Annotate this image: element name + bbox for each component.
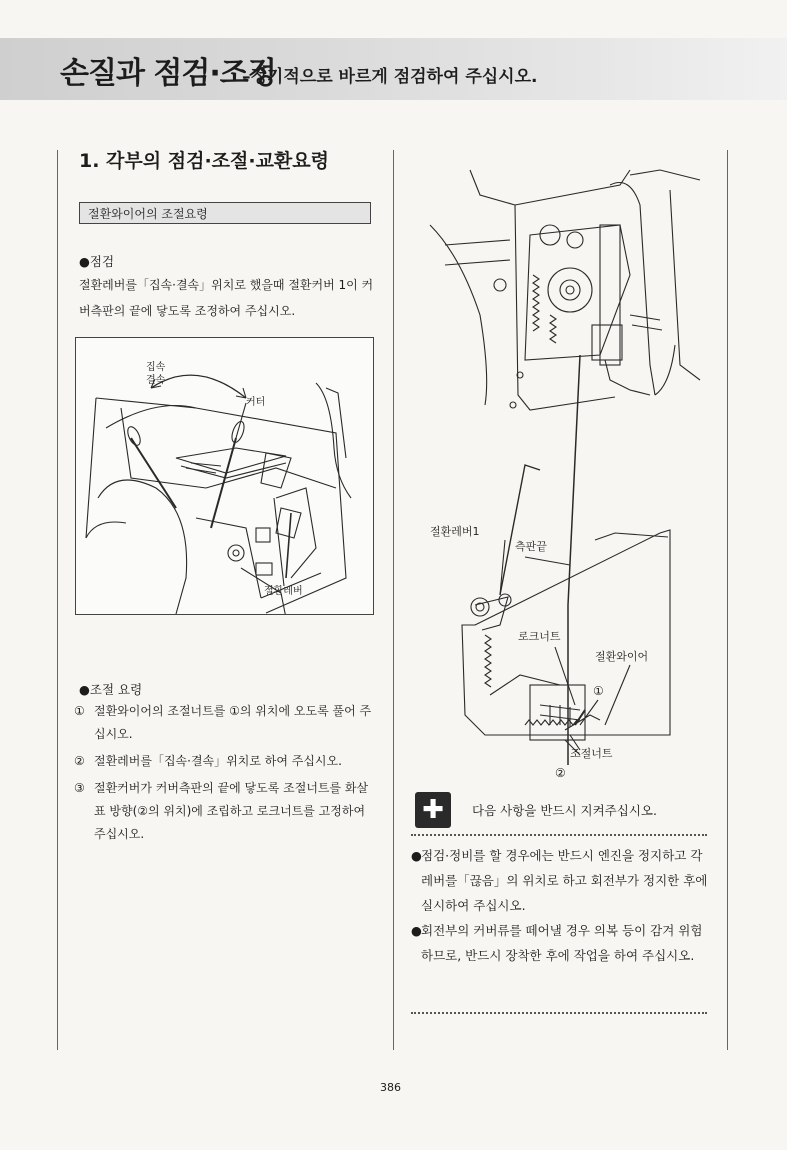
caution-icon: ✚ <box>415 792 451 828</box>
page-number: 386 <box>380 1081 401 1094</box>
step-text: 절환레버를「집속·결속」위치로 하여 주십시오. <box>94 754 342 768</box>
check-paragraph: 절환레버를「집속·결속」위치로 했을때 절환커버 1이 커버측판의 끝에 닿도록 조정하여 주십시오. <box>79 278 374 318</box>
figure-label-switch-lever: 절환레버 <box>264 586 303 597</box>
figure-mark-1: ① <box>593 684 604 698</box>
adjust-steps <box>74 700 379 850</box>
step-number: ② <box>74 754 85 768</box>
figure-label-gyeolsok: 결속 <box>146 375 166 386</box>
list-item <box>411 843 711 918</box>
warning-divider-top <box>411 834 707 836</box>
step-number: ③ <box>74 781 85 795</box>
step-text: 절환와이어의 조절너트를 ①의 위치에 오도록 풀어 주십시오. <box>94 704 372 741</box>
figure-label-switch-lever-1: 절환레버1 <box>430 525 480 538</box>
left-margin-rule <box>57 150 58 1050</box>
figure-label-jipsok: 집속 <box>146 362 166 373</box>
warning-text: 점검·정비를 할 경우에는 반드시 엔진을 정지하고 각 레버를「끊음」의 위치로 하고 회전부가 정지한 후에 실시하여 주십시오. <box>421 848 708 913</box>
step-text: 절환커버가 커버측판의 끝에 닿도록 조절너트를 화살표 방향(②의 위치)에 조립하고 로크너트를 고정하여 주십시오. <box>94 781 369 841</box>
bullet-icon: ● <box>411 848 422 863</box>
list-item <box>74 750 379 773</box>
warning-title: 다음 사항을 반드시 지켜주십시오. <box>472 803 657 818</box>
figure-label-side-end: 측판끝 <box>515 540 547 553</box>
adjust-heading: ●조절 요령 <box>79 682 143 697</box>
warning-divider-bottom <box>411 1012 707 1014</box>
lever-figure <box>75 337 374 615</box>
check-heading: ●점검 <box>79 254 115 269</box>
figure-label-switch-wire: 절환와이어 <box>595 650 649 663</box>
page-title: 손질과 점검·조정 <box>60 56 276 91</box>
section-title: 1. 각부의 점검·조절·교환요령 <box>79 150 329 172</box>
page-subtitle: –정기적으로 바르게 점검하여 주십시오. <box>242 67 538 87</box>
lever-illustration <box>76 338 373 614</box>
list-item <box>74 777 379 846</box>
bullet-icon: ● <box>411 923 422 938</box>
list-item <box>74 700 379 746</box>
warning-text: 회전부의 커버류를 떼어낼 경우 의복 등이 감겨 위험하므로, 반드시 장착한 후에 작업을 하여 주십시오. <box>421 923 703 963</box>
column-divider-rule <box>393 150 394 1050</box>
figure-mark-2: ② <box>555 766 566 780</box>
right-margin-rule <box>727 150 728 1050</box>
step-number: ① <box>74 704 85 718</box>
figure-label-lock-nut: 로크너트 <box>518 630 561 643</box>
subsection-box: 절환와이어의 조절요령 <box>79 202 371 224</box>
warning-list <box>411 843 711 968</box>
wire-adjust-illustration <box>400 165 725 785</box>
list-item <box>411 918 711 968</box>
figure-label-cutter: 커터 <box>246 397 266 408</box>
figure-label-adjust-nut: 조절너트 <box>570 747 613 760</box>
